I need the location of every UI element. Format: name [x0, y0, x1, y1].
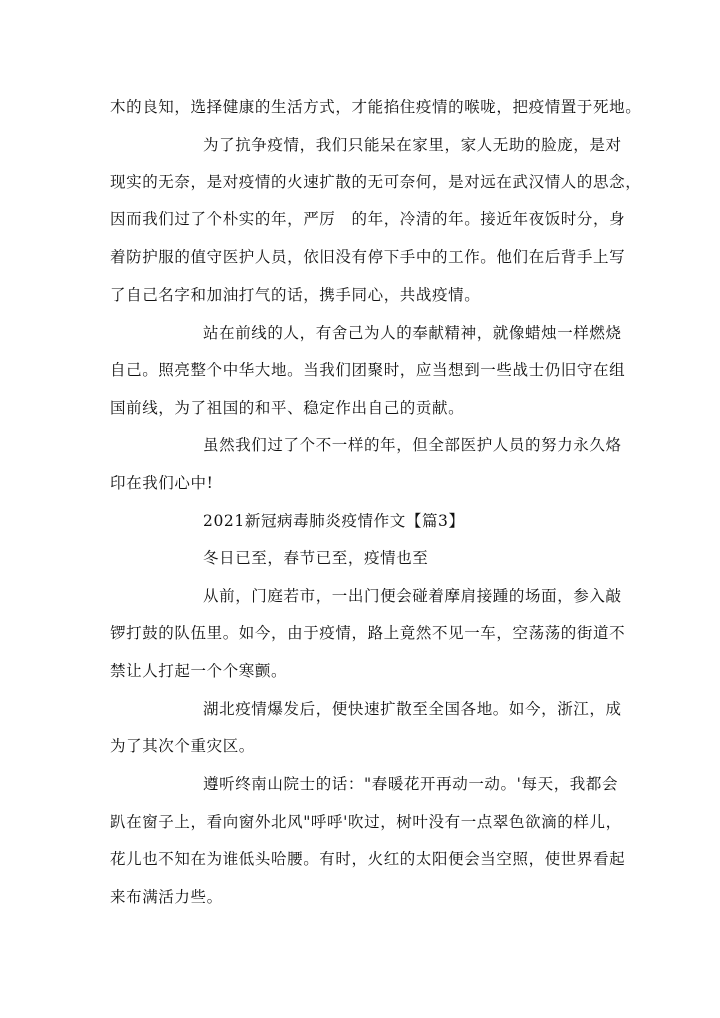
text-line: 印在我们心中! [110, 474, 214, 492]
text-line: 为了其次个重灾区。 [110, 737, 255, 755]
paragraph-start: 从前，门庭若市，一出门便会碰着摩肩接踵的场面，参入敲 [203, 587, 622, 605]
paragraph-start: 虽然我们过了个不一样的年，但全部医护人员的努力永久烙 [203, 436, 622, 454]
text-line: 花儿也不知在为谁低头哈腰。有时，火红的太阳便会当空照，使世界看起 [110, 850, 626, 868]
text-line: 自己。照亮整个中华大地。当我们团聚时，应当想到一些战士仍旧守在组 [110, 361, 626, 379]
section-heading: 2021新冠病毒肺炎疫情作文【篇3】 [203, 512, 465, 530]
text-line: 现实的无奈，是对疫情的火速扩散的无可奈何，是对远在武汉情人的思念， [110, 173, 642, 191]
text-line: 禁让人打起一个个寒颤。 [110, 662, 288, 680]
paragraph-start: 遵听终南山院士的话："春暖花开再动一动。'每天，我都会 [203, 775, 619, 793]
text-line: 木的良知，选择健康的生活方式，才能掐住疫情的喉咙，把疫情置于死地。 [110, 98, 642, 116]
text-line: 着防护服的值守医护人员，依旧没有停下手中的工作。他们在后背手上写 [110, 248, 626, 266]
section-subtitle: 冬日已至，春节已至，疫情也至 [203, 549, 429, 567]
text-line: 了自己名字和加油打气的话，携手同心，共战疫情。 [110, 286, 481, 304]
paragraph-start: 为了抗争疫情，我们只能呆在家里，家人无助的脸庞，是对 [203, 136, 622, 154]
text-line: 锣打鼓的队伍里。如今，由于疫情，路上竟然不见一车，空荡荡的街道不 [110, 624, 626, 642]
text-line: 趴在窗子上，看向窗外北风"呼呼'吹过，树叶没有一点翠色欲滴的样儿， [110, 813, 622, 831]
paragraph-start: 站在前线的人，有舍己为人的奉献精神，就像蜡烛一样燃烧 [203, 324, 622, 342]
text-line: 来布满活力些。 [110, 888, 223, 906]
paragraph-start: 湖北疫情爆发后，便快速扩散至全国各地。如今，浙江，成 [203, 700, 622, 718]
text-line: 国前线，为了祖国的和平、稳定作出自己的贡献。 [110, 399, 465, 417]
text-line: 因而我们过了个朴实的年，严厉 的年，冷清的年。接近年夜饭时分，身 [110, 210, 626, 228]
